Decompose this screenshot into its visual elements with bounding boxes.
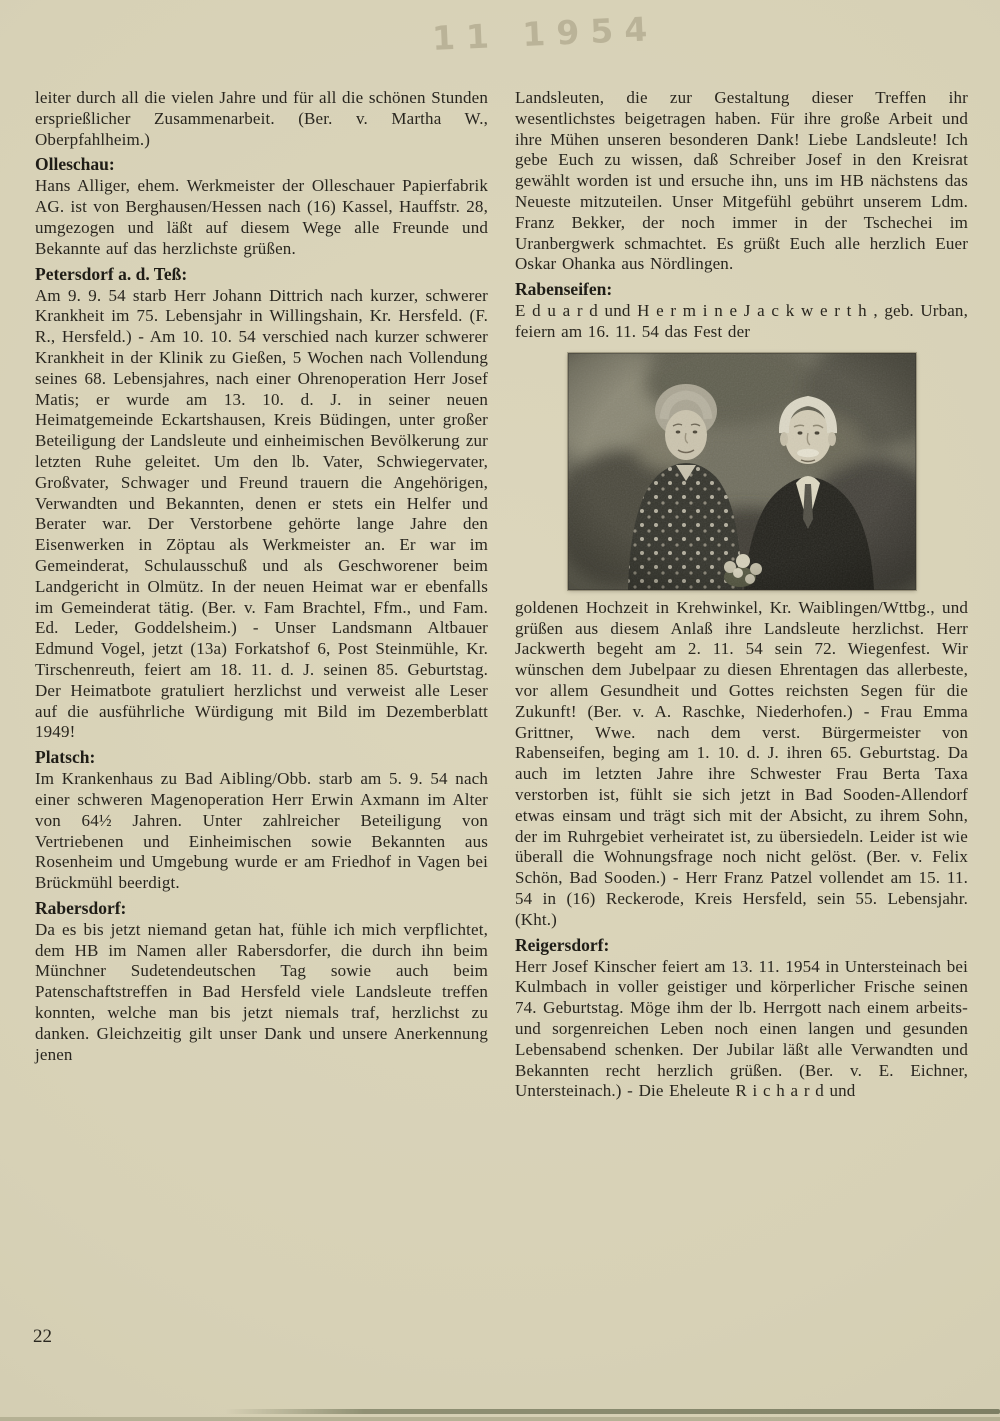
scan-edge-artifact: [225, 1409, 1000, 1414]
date-stamp: 11 1954: [431, 9, 660, 58]
two-column-layout: [35, 88, 968, 1103]
paragraph-reigersdorf: Herr Josef Kinscher feiert am 13. 11. 1954 in Untersteinach bei Kulmbach in voller geistiger und körperlicher Frische seinen 74. Geburtstag. Möge ihm der lb. Herrgott nach einem arbeits- und sorgenreichen Leben noch einen langen und gesunden Lebensabend schenken. Der Jubilar läßt alle Verwandten und Bekannten recht herzlich grüßen. (Ber. v. E. Eichner, Untersteinach.) - Die Eheleute R i c h a r d und: [515, 956, 968, 1101]
left-column: [35, 88, 488, 1103]
paragraph-petersdorf: Am 9. 9. 54 starb Herr Johann Dittrich nach kurzer, schwerer Krankheit im 75. Lebensjahr in Willingshain, Kr. Hersfeld. (F. R., Hersfeld.) - Am 10. 10. 54 verschied nach kurzer schwerer Krankheit in der Klinik zu Gießen, 5 Wochen nach Vollendung seines 68. Lebensjahres, nach einer Ohrenoperation Herr Josef Matis; er wurde am 13. 10. d. J. in seiner neuen Heimatgemeinde Eckartshausen, Kreis Büdingen, unter großer Beteiligung der Landsleute und einheimischen Bevölkerung zur letzten Ruhe geleitet. Um den lb. Vater, Schwiegervater, Großvater, Schwager und Freund trauern die Angehörigen, Verwandten und Bekannten, denen er stets ein Helfer und Berater war. Der Verstorbene gehörte lange Jahre den Eisenwerken in Zöptau als Werkmeister an. Er war im Gemeinderat, Schulausschuß und als Geschworener beim Landgericht in Olmütz. In der neuen Heimat war er ebenfalls im Gemeinderat tätig. (Ber. v. Fam Brachtel, Ffm., und Fam. Ed. Leder, Goddelsheim.) - Unser Landsmann Altbauer Edmund Vogel, jetzt (13a) Forkatshof 6, Post Steinmühle, Kr. Tirschenreuth, feiert am 18. 11. d. J. seinen 85. Geburtstag. Der Heimatbote gratuliert herzlichst und verweist alle Leser auf die ausführliche Würdigung mit Bild im Dezemberblatt 1949!: [35, 285, 488, 742]
page-number: 22: [33, 1326, 52, 1347]
paragraph-rabenseifen-main: goldenen Hochzeit in Krehwinkel, Kr. Waiblingen/Wttbg., und grüßen aus diesem Anlaß ihre Landsleute herzlichst. Herr Jackwerth begeht am 2. 11. 54 sein 72. Wiegenfest. Wir wünschen dem Jubelpaar zu diesen Ehrentagen das allerbeste, vor allem Gesundheit und Gottes reichsten Segen für die Zukunft! (Ber. v. A. Raschke, Niederhofen.) - Frau Emma Grittner, Wwe. nach dem verst. Bürgermeister von Rabenseifen, beging am 1. 10. d. J. ihren 65. Geburtstag. Da auch im letzten Jahre ihre Schwester Frau Berta Taxa verstorben ist, fühlt sie sich jetzt in Bad Sooden-Allendorf etwas einsam und trägt sich mit der Absicht, zu ihrem Sohn, der im Ruhrgebiet verheiratet ist, zu übersiedeln. Leider ist wie überall die Wohnungsfrage noch nicht gelöst. (Ber. v. Felix Schön, Bad Sooden.) - Herr Franz Patzel vollendet am 15. 11. 54 in (16) Reckerode, Kreis Hersfeld, sein 55. Lebensjahr. (Kht.): [515, 597, 968, 929]
paragraph-olleschau: Hans Alliger, ehem. Werkmeister der Olleschauer Papierfabrik AG. ist von Berghausen/Hessen nach (16) Kassel, Hauffstr. 28, umgezogen und läßt auf diesem Wege alle Freunde und Bekannte auf das herzlichste grüßen.: [35, 176, 488, 258]
paragraph-rabersdorf: Da es bis jetzt niemand getan hat, fühle ich mich verpflichtet, dem HB im Namen aller Rabersdorfer, die durch ihn beim Münchner Sudetendeutschen Tag sowie auch beim Patenschaftstreffen in Bad Hersfeld viele Landsleute treffen konnten, welche man bis jetzt niemals traf, herzlichst zu danken. Gleichzeitig gilt unser Dank und unsere Anerkennung jenen: [35, 919, 488, 1064]
paragraph-rabersdorf-continuation: Landsleuten, die zur Gestaltung dieser Treffen ihr wesentlichstes beigetragen haben. Für ihre große Arbeit und ihre Mühen unseren besonderen Dank! Liebe Landsleute! Ich gebe Euch zu wissen, daß Schreiber Josef in den Kreisrat gewählt worden ist und ersuche ihn, uns im HB nächstens das Neueste mitzuteilen. Unser Mitgefühl gebührt unserem Ldm. Franz Bekker, der noch immer in der Tschechei im Uranbergwerk schmachtet. Es grüßt Euch alle herzlich Euer Oskar Ohanka aus Nördlingen.: [515, 88, 968, 274]
section-heading-reigersdorf: Reigersdorf:: [515, 934, 610, 955]
couple-photo-illustration: [568, 353, 916, 590]
paragraph-rabenseifen-intro: E d u a r d und H e r m i n e J a c k w e r t h , geb. Urban, feiern am 16. 11. 54 das Fest der: [515, 301, 968, 341]
golden-couple-photo: [568, 353, 916, 590]
paragraph-continuation: leiter durch all die vielen Jahre und für all die schönen Stunden ersprießlicher Zusammenarbeit. (Ber. v. Martha W., Oberpfahlheim.): [35, 88, 489, 149]
section-heading-rabersdorf: Rabersdorf:: [35, 897, 127, 918]
section-heading-petersdorf: Petersdorf a. d. Teß:: [35, 263, 188, 284]
paragraph-platsch: Im Krankenhaus zu Bad Aibling/Obb. starb am 5. 9. 54 nach einer schweren Magenoperation Herr Erwin Axmann im Alter von 64½ Jahren. Unter zahlreicher Beteiligung von Vertriebenen und Einheimischen sowie Bekannten aus Rosenheim und Umgebung wurde er am Friedhof in Vagen bei Brückmühl beerdigt.: [35, 769, 488, 893]
right-column: [515, 88, 968, 1103]
scan-bottom-edge: [0, 1417, 1000, 1421]
section-heading-platsch: Platsch:: [35, 747, 96, 768]
photo-vignette: [568, 353, 916, 590]
section-heading-olleschau: Olleschau:: [35, 154, 115, 175]
section-heading-rabenseifen: Rabenseifen:: [515, 279, 613, 300]
